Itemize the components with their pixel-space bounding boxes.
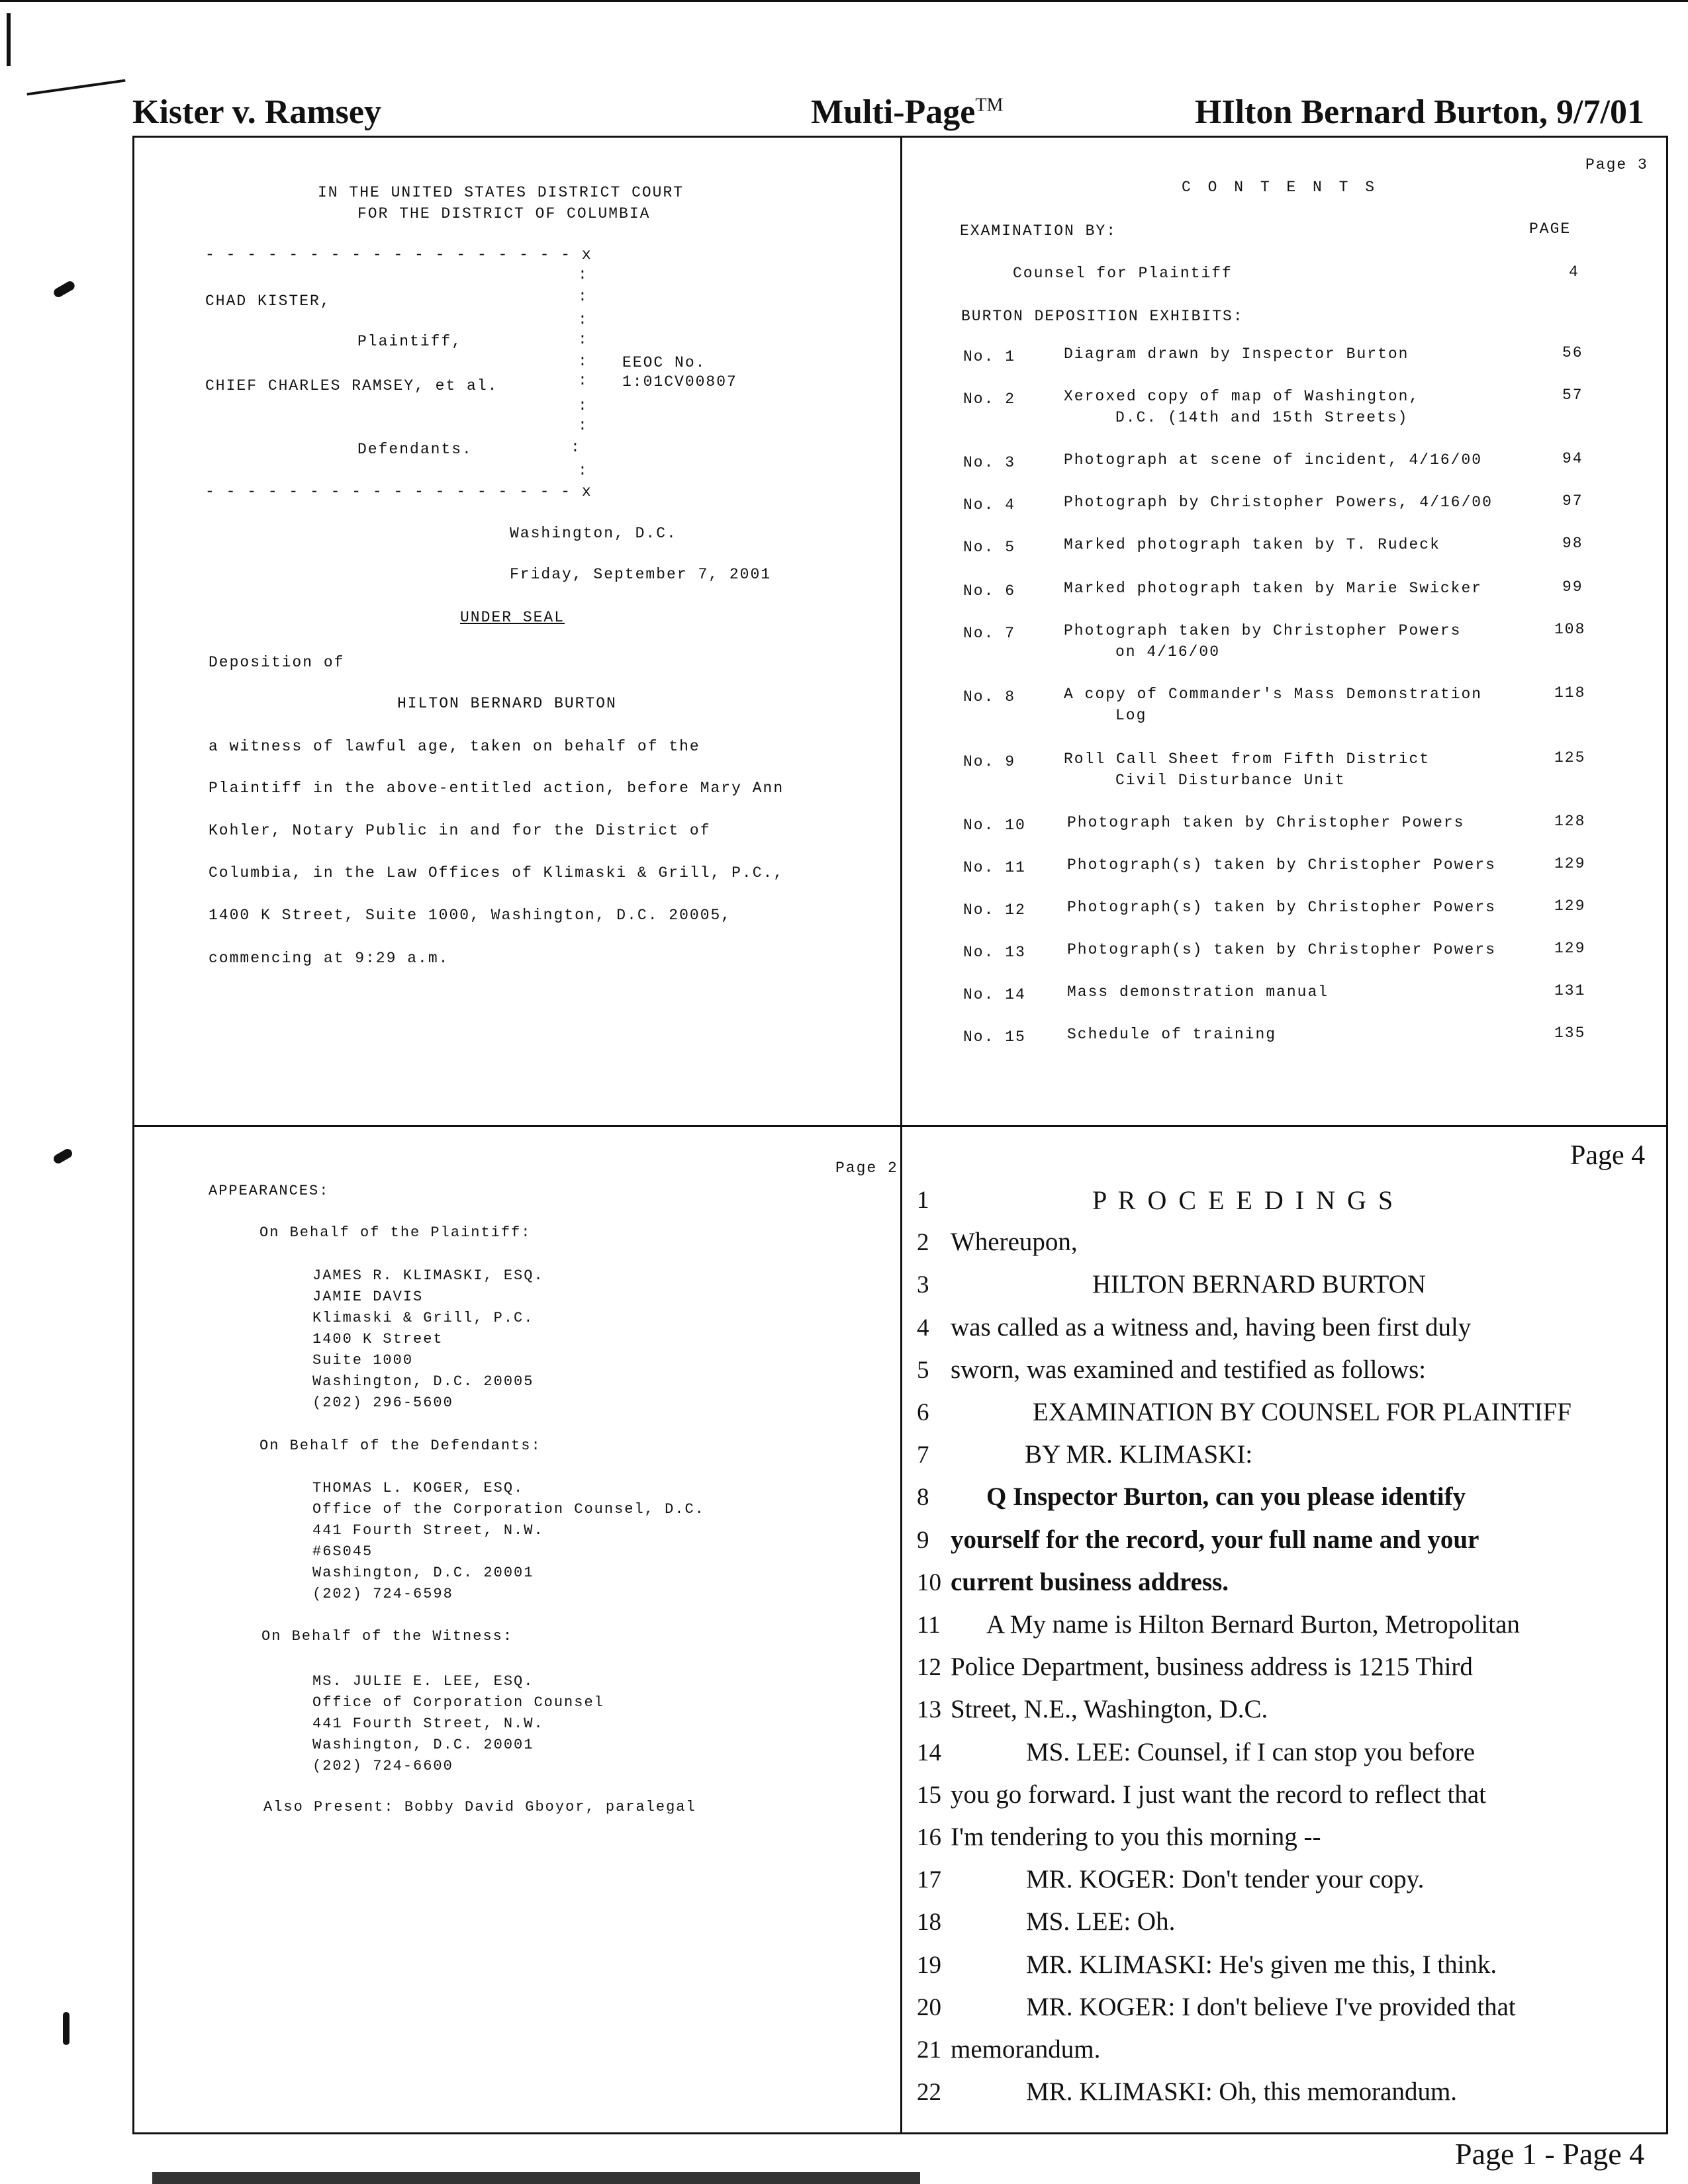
contents-title: C O N T E N T S	[1182, 179, 1379, 196]
eeoc-number: 1:01CV00807	[622, 373, 737, 390]
exhibit-description: Photograph by Christopher Powers, 4/16/00	[1064, 494, 1493, 511]
transcript-line: EXAMINATION BY COUNSEL FOR PLAINTIFF	[1033, 1398, 1571, 1426]
exhibit-page: 131	[1554, 982, 1586, 999]
page-2-label: Page 2	[835, 1160, 898, 1177]
defendant-role: Defendants.	[357, 441, 473, 458]
transcript-line: I'm tendering to you this morning --	[951, 1823, 1321, 1851]
exhibit-number: No. 13	[963, 944, 1026, 961]
address-line: Washington, D.C. 20005	[312, 1373, 534, 1390]
caption-colon: :	[578, 372, 588, 389]
exhibit-number: No. 15	[963, 1028, 1026, 1046]
exhibit-description: Marked photograph taken by T. Rudeck	[1064, 536, 1440, 553]
address-line: JAMES R. KLIMASKI, ESQ.	[312, 1267, 544, 1284]
exhibit-description-cont: Civil Disturbance Unit	[1115, 772, 1346, 789]
deposition-city: Washington, D.C.	[510, 525, 677, 542]
exhibit-page: 129	[1554, 855, 1586, 872]
row-divider-left	[132, 1125, 902, 1127]
exhibit-page: 128	[1554, 813, 1586, 830]
transcript-line: A My name is Hilton Bernard Burton, Metropolitan	[986, 1610, 1520, 1639]
body-line: Kohler, Notary Public in and for the District of	[209, 822, 711, 839]
page-3-label: Page 3	[1585, 156, 1648, 173]
line-number: 12	[917, 1654, 941, 1682]
exhibit-number: No. 8	[963, 688, 1016, 705]
margin-hole-mark	[63, 2012, 70, 2045]
line-number: 6	[917, 1399, 929, 1426]
transcript-line: MS. LEE: Oh.	[1026, 1907, 1176, 1936]
transcript-line: P R O C E E D I N G S	[1092, 1185, 1396, 1215]
exhibit-number: No. 12	[963, 901, 1026, 919]
body-line: Columbia, in the Law Offices of Klimaski & Grill, P.C.,	[209, 864, 784, 882]
exhibit-page: 129	[1554, 897, 1586, 915]
address-line: Washington, D.C. 20001	[312, 1565, 534, 1581]
exhibit-page: 118	[1554, 684, 1586, 702]
transcript-line: MR. KOGER: I don't believe I've provided that	[1026, 1992, 1516, 2021]
transcript-line: Police Department, business address is 1215 Third	[951, 1653, 1473, 1682]
exhibit-description: Photograph(s) taken by Christopher Powers	[1067, 941, 1496, 958]
exhibit-description: Photograph at scene of incident, 4/16/00	[1064, 451, 1483, 469]
defendant-name: CHIEF CHARLES RAMSEY, et al.	[205, 377, 498, 394]
transcript-line: Whereupon,	[951, 1228, 1078, 1257]
line-number: 5	[917, 1356, 929, 1384]
transcript-line: MR. KLIMASKI: He's given me this, I think.	[1026, 1950, 1497, 1979]
exhibit-description: Diagram drawn by Inspector Burton	[1064, 345, 1409, 363]
exhibit-page: 94	[1562, 450, 1583, 467]
top-rule	[0, 0, 1688, 2]
page-4-label: Page 4	[1570, 1140, 1646, 1171]
line-number: 22	[917, 2079, 941, 2107]
page-column-heading: PAGE	[1529, 220, 1571, 238]
line-number: 11	[917, 1612, 941, 1639]
address-line: 441 Fourth Street, N.W.	[312, 1715, 544, 1732]
witness-counsel-block	[312, 1671, 604, 1777]
line-number: 21	[917, 2036, 941, 2064]
exhibit-number: No. 5	[963, 539, 1016, 556]
address-line: #6S045	[312, 1543, 373, 1560]
transcript-line: MR. KOGER: Don't tender your copy.	[1026, 1865, 1425, 1894]
exhibit-number: No. 10	[963, 817, 1026, 834]
multipage-title: Multi-Page™	[811, 93, 1004, 131]
under-seal: UNDER SEAL	[460, 609, 565, 626]
exhibit-description: Mass demonstration manual	[1067, 983, 1329, 1001]
line-number: 17	[917, 1866, 941, 1894]
address-line: Klimaski & Grill, P.C.	[312, 1310, 534, 1326]
address-line: MS. JULIE E. LEE, ESQ.	[312, 1673, 534, 1690]
line-number: 14	[917, 1739, 941, 1766]
caption-colon: :	[578, 266, 588, 283]
line-number: 10	[917, 1569, 941, 1596]
exhibit-number: No. 7	[963, 625, 1016, 642]
court-line-2: FOR THE DISTRICT OF COLUMBIA	[357, 205, 651, 222]
exhibit-description: Photograph taken by Christopher Powers	[1067, 814, 1465, 831]
exhibit-number: No. 2	[963, 390, 1016, 408]
address-line: (202) 296-5600	[312, 1394, 453, 1411]
transcript-line: was called as a witness and, having been first duly	[951, 1312, 1472, 1342]
eeoc-label: EEOC No.	[622, 354, 706, 371]
column-divider	[900, 136, 902, 2134]
exhibit-description: Schedule of training	[1067, 1026, 1277, 1043]
transcript-line: HILTON BERNARD BURTON	[1092, 1270, 1426, 1299]
plaintiff-role: Plaintiff,	[357, 333, 463, 350]
deposition-of: Deposition of	[209, 654, 345, 671]
exhibit-description: Marked photograph taken by Marie Swicker	[1064, 580, 1483, 597]
exhibit-page: 97	[1562, 492, 1583, 510]
transcript-line: MR. KLIMASKI: Oh, this memorandum.	[1026, 2077, 1458, 2107]
address-line: 441 Fourth Street, N.W.	[312, 1522, 544, 1539]
exhibit-description: Photograph(s) taken by Christopher Powers	[1067, 856, 1496, 874]
exhibit-number: No. 14	[963, 986, 1026, 1003]
defendants-counsel-block	[312, 1478, 705, 1605]
witness-counsel-heading: On Behalf of the Witness:	[261, 1628, 514, 1645]
deposition-date: Friday, September 7, 2001	[510, 566, 772, 583]
appearances-title: APPEARANCES:	[209, 1183, 330, 1199]
body-line: Plaintiff in the above-entitled action, before Mary Ann	[209, 780, 784, 797]
caption-colon: :	[571, 439, 581, 456]
line-number: 18	[917, 1909, 941, 1936]
line-number: 15	[917, 1781, 941, 1809]
transcript-line: MS. LEE: Counsel, if I can stop you before	[1026, 1737, 1476, 1766]
address-line: Office of Corporation Counsel	[312, 1694, 604, 1711]
line-number: 1	[917, 1187, 929, 1214]
line-number: 3	[917, 1271, 929, 1299]
exhibit-page: 135	[1554, 1024, 1586, 1042]
line-number: 9	[917, 1526, 929, 1554]
caption-colon: :	[578, 288, 588, 305]
exhibit-page: 57	[1562, 387, 1583, 404]
court-line-1: IN THE UNITED STATES DISTRICT COURT	[318, 184, 684, 201]
address-line: Office of the Corporation Counsel, D.C.	[312, 1501, 705, 1518]
transcript-line: yourself for the record, your full name and your	[951, 1525, 1479, 1554]
transcript-line: BY MR. KLIMASKI:	[1025, 1440, 1253, 1469]
exhibit-number: No. 9	[963, 753, 1016, 770]
exhibits-heading: BURTON DEPOSITION EXHIBITS:	[961, 308, 1244, 325]
line-number: 2	[917, 1229, 929, 1257]
transcript-line: memorandum.	[951, 2035, 1101, 2064]
line-number: 4	[917, 1314, 929, 1342]
page-range: Page 1 - Page 4	[1455, 2137, 1645, 2171]
examination-by: EXAMINATION BY:	[960, 222, 1117, 240]
exhibit-number: No. 3	[963, 454, 1016, 471]
address-line: Suite 1000	[312, 1352, 414, 1369]
exhibit-number: No. 4	[963, 496, 1016, 514]
caption-colon: :	[578, 311, 588, 328]
exhibit-page: 99	[1562, 578, 1583, 596]
address-line: Washington, D.C. 20001	[312, 1737, 534, 1753]
address-line: 1400 K Street	[312, 1331, 444, 1347]
line-number: 19	[917, 1951, 941, 1979]
margin-hole-mark	[52, 1147, 74, 1165]
address-line: THOMAS L. KOGER, ESQ.	[312, 1480, 524, 1496]
exhibit-number: No. 11	[963, 859, 1026, 876]
body-line: 1400 K Street, Suite 1000, Washington, D.C. 20005,	[209, 907, 732, 924]
margin-mark-top	[7, 13, 11, 66]
caption-dashes-top: - - - - - - - - - - - - - - - - - - x	[205, 246, 592, 263]
body-line: a witness of lawful age, taken on behalf of the	[209, 738, 700, 755]
caption-colon: :	[578, 397, 588, 414]
exhibit-description-cont: on 4/16/00	[1115, 643, 1221, 660]
exhibit-description: Xeroxed copy of map of Washington,	[1064, 388, 1420, 405]
line-number: 8	[917, 1484, 929, 1512]
line-number: 16	[917, 1824, 941, 1851]
also-present: Also Present: Bobby David Gboyor, paralegal	[263, 1799, 696, 1815]
exhibit-description: Photograph taken by Christopher Powers	[1064, 622, 1462, 639]
transcript-line: Q Inspector Burton, can you please identify	[986, 1482, 1466, 1512]
exhibit-page: 129	[1554, 940, 1586, 957]
case-title: Kister v. Ramsey	[132, 93, 381, 131]
exhibit-page: 98	[1562, 535, 1583, 552]
footer-cropped-text	[152, 2172, 920, 2184]
line-number: 7	[917, 1441, 929, 1469]
deponent-name: HILTON BERNARD BURTON	[397, 695, 617, 712]
plaintiff-counsel-block	[312, 1265, 544, 1414]
exhibit-number: No. 6	[963, 582, 1016, 600]
plaintiff-counsel-heading: On Behalf of the Plaintiff:	[259, 1224, 532, 1241]
exhibit-description-cont: Log	[1115, 707, 1147, 724]
line-number: 20	[917, 1993, 941, 2021]
witness-date-title: HIlton Bernard Burton, 9/7/01	[1195, 93, 1644, 131]
line-number: 13	[917, 1696, 941, 1724]
exhibit-description: A copy of Commander's Mass Demonstration	[1064, 686, 1483, 703]
caption-colon: :	[578, 353, 588, 370]
defendants-counsel-heading: On Behalf of the Defendants:	[259, 1437, 541, 1454]
body-line: commencing at 9:29 a.m.	[209, 950, 449, 967]
exhibit-description-cont: D.C. (14th and 15th Streets)	[1115, 409, 1409, 426]
examiner-page: 4	[1569, 263, 1579, 281]
margin-pen-stroke	[26, 79, 125, 96]
row-divider-right	[900, 1125, 1668, 1127]
exhibit-page: 125	[1554, 749, 1586, 766]
transcript-line: current business address.	[951, 1567, 1229, 1596]
caption-colon: :	[578, 417, 588, 434]
plaintiff-name: CHAD KISTER,	[205, 293, 331, 310]
caption-dashes-bottom: - - - - - - - - - - - - - - - - - - x	[205, 483, 592, 500]
transcript-line: sworn, was examined and testified as follows:	[951, 1355, 1427, 1384]
transcript-line: you go forward. I just want the record to reflect that	[951, 1780, 1486, 1809]
caption-colon: :	[578, 462, 588, 479]
examiner-counsel: Counsel for Plaintiff	[1013, 265, 1233, 282]
margin-hole-mark	[52, 279, 76, 298]
exhibit-page: 108	[1554, 621, 1586, 638]
exhibit-page: 56	[1562, 344, 1583, 361]
transcript-line: Street, N.E., Washington, D.C.	[951, 1695, 1268, 1724]
address-line: (202) 724-6598	[312, 1586, 453, 1602]
exhibit-description: Photograph(s) taken by Christopher Powers	[1067, 899, 1496, 916]
caption-colon: :	[578, 331, 588, 348]
exhibit-description: Roll Call Sheet from Fifth District	[1064, 751, 1430, 768]
address-line: (202) 724-6600	[312, 1758, 453, 1774]
address-line: JAMIE DAVIS	[312, 1289, 424, 1305]
exhibit-number: No. 1	[963, 348, 1016, 365]
